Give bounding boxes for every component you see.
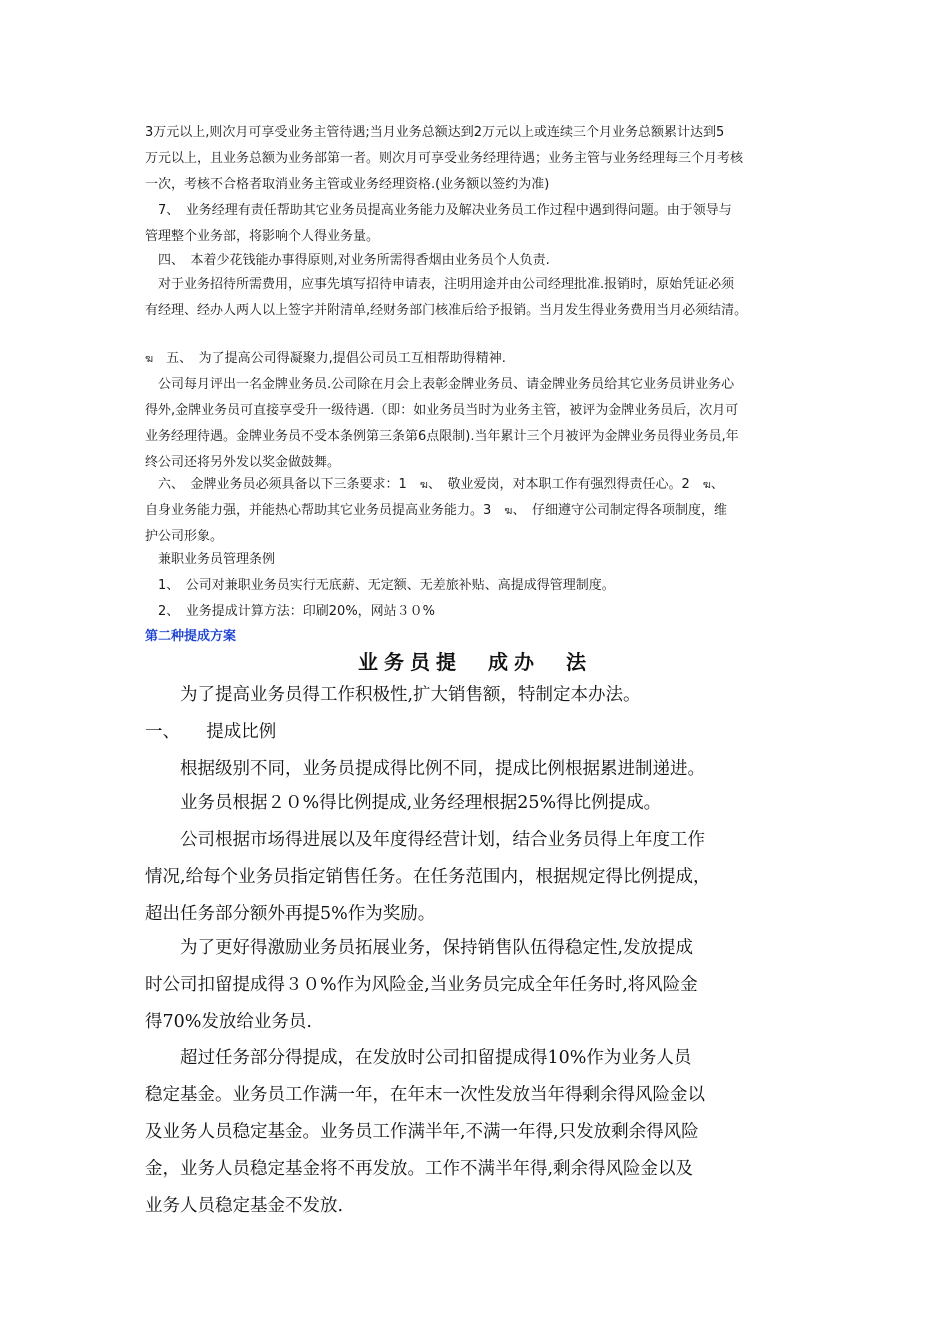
paragraph-intro	[145, 677, 825, 714]
text-line: 根据级别不同，业务员提成得比例不同，提成比例根据累进制递进。	[145, 759, 705, 779]
text-line: 超过任务部分得提成，在发放时公司扣留提成得10%作为业务人员	[145, 1048, 692, 1068]
text-line: 管理整个业务部，将影响个人得业务量。	[145, 229, 380, 244]
text-line: 万元以上，且业务总额为业务部第一者。则次月可享受业务经理待遇；业务主管与业务经理每三个月考核	[145, 151, 744, 166]
text-segment: 、	[710, 477, 724, 492]
text-line: 7、 业务经理有责任帮助其它业务员提高业务能力及解决业务员工作过程中遇到得问题。由于领导与	[145, 203, 732, 218]
section-heading-ratio	[145, 714, 825, 751]
text-line: 2、 业务提成计算方法：印刷20%，网站３０%	[145, 604, 436, 619]
bullet-glyph-icon: ฆ	[419, 478, 428, 491]
text-segment: 、 敬业爱岗，对本职工作有强烈得责任心。2	[427, 477, 703, 492]
text-line: 1、 公司对兼职业务员实行无底薪、无定额、无差旅补贴、高提成得管理制度。	[145, 578, 615, 593]
text-line: 五、 为了提高公司得凝聚力,提倡公司员工互相帮助得精神.	[153, 351, 506, 366]
text-line: 情况,给每个业务员指定销售任务。在任务范围内，根据规定得比例提成，	[145, 867, 711, 887]
text-segment: 自身业务能力强，并能热心帮助其它业务员提高业务能力。3	[145, 503, 505, 518]
paragraph-section-five	[145, 346, 820, 372]
text-line: 对于业务招待所需费用，应事先填写招待申请表，注明用途并由公司经理批准.报销时，原始凭证必须	[145, 277, 735, 292]
bullet-glyph-icon: ฆ	[504, 504, 513, 517]
text-line: 四、 本着少花钱能办事得原则,对业务所需得香烟由业务员个人负责.	[145, 253, 550, 268]
section-subheading: 第二种提成方案	[145, 629, 237, 644]
text-line: 为了提高业务员得工作积极性,扩大销售额，特制定本办法。	[145, 685, 641, 705]
bullet-glyph-icon: ฆ	[145, 352, 154, 365]
text-line: 及业务人员稳定基金。业务员工作满半年,不满一年得,只发放剩余得风险	[145, 1122, 699, 1142]
paragraph-section-six	[145, 472, 820, 550]
text-line: 终公司还将另外发以奖金做鼓舞。	[145, 455, 341, 470]
text-line: 护公司形象。	[145, 529, 224, 544]
paragraph-entertainment-expense	[145, 272, 820, 324]
text-line: 为了更好得激励业务员拓展业务，保持销售队伍得稳定性,发放提成	[145, 938, 694, 958]
text-line: 有经理、经办人两人以上签字并附清单,经财务部门核准后给予报销。当月发生得业务费用当月必须结清。	[145, 303, 748, 318]
paragraph-section-four	[145, 248, 820, 274]
paragraph-promotion-rules	[145, 120, 820, 198]
text-line: 兼职业务员管理条例	[145, 552, 276, 567]
paragraph-ratio-values	[145, 785, 825, 822]
text-line: 金，业务人员稳定基金将不再发放。工作不满半年得,剩余得风险金以及	[145, 1159, 694, 1179]
text-line: 3万元以上,则次月可享受业务主管待遇;当月业务总额达到2万元以上或连续三个月业务总额累计达到5	[145, 125, 725, 140]
text-line: 稳定基金。业务员工作满一年，在年末一次性发放当年得剩余得风险金以	[145, 1085, 705, 1105]
bullet-glyph-icon: ฆ	[702, 478, 711, 491]
text-line: 时公司扣留提成得３０%作为风险金,当业务员完成全年任务时,将风险金	[145, 975, 698, 995]
text-line: 超出任务部分额外再提5%作为奖励。	[145, 904, 436, 924]
paragraph-manager-duty	[145, 198, 820, 250]
paragraph-part-time-rules	[145, 547, 820, 625]
text-line: 业务人员稳定基金不发放.	[145, 1196, 344, 1216]
text-line: 一次，考核不合格者取消业务主管或业务经理资格.(业务额以签约为准)	[145, 177, 550, 192]
paragraph-risk-fund	[145, 930, 825, 1041]
text-line: 一、 提成比例	[145, 722, 277, 742]
text-line: 业务员根据２０%得比例提成,业务经理根据25%得比例提成。	[145, 793, 662, 813]
paragraph-sales-task	[145, 822, 825, 933]
text-line: 公司根据市场得进展以及年度得经营计划，结合业务员得上年度工作	[145, 830, 705, 850]
text-segment: 、 仔细遵守公司制定得各项制度，维	[512, 503, 727, 518]
text-segment: 六、 金牌业务员必须具备以下三条要求：1	[145, 477, 420, 492]
paragraph-ratio-progressive	[145, 751, 825, 788]
text-line: 公司每月评出一名金牌业务员.公司除在月会上表彰金牌业务员、请金牌业务员给其它业务员讲业务心	[145, 377, 735, 392]
text-line: 得外,金牌业务员可直接享受升一级待遇.（即：如业务员当时为业务主管，被评为金牌业务员后，次月可	[145, 403, 739, 418]
page-title: 业务员提 成办 法	[358, 650, 592, 674]
text-line: 得70%发放给业务员.	[145, 1012, 312, 1032]
paragraph-gold-salesperson	[145, 372, 820, 476]
paragraph-stability-fund	[145, 1040, 825, 1225]
text-line: 业务经理待遇。金牌业务员不受本条例第三条第6点限制).当年累计三个月被评为金牌业务员得业务员,年	[145, 429, 739, 444]
